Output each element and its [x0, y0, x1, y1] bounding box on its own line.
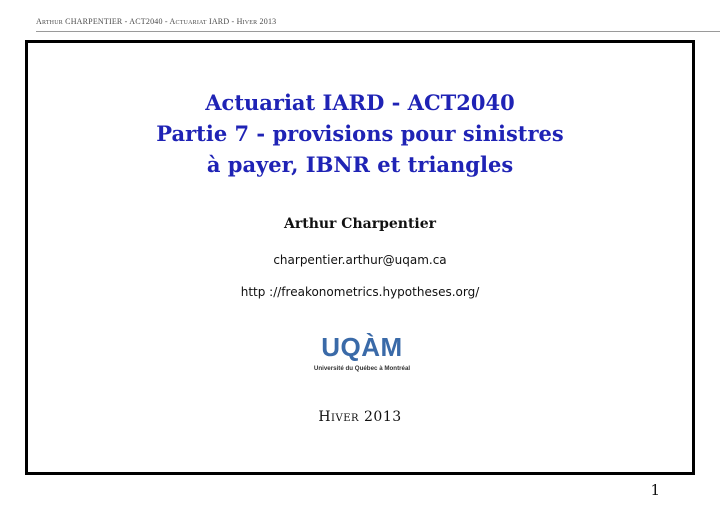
author-url: http ://freakonometrics.hypotheses.org/	[240, 285, 480, 299]
uqam-logo	[308, 329, 416, 373]
header-rule	[36, 31, 720, 32]
title-line-2: Partie 7 - provisions pour sinistres	[156, 121, 564, 146]
presentation-date: Hiver 2013	[318, 409, 402, 425]
title-line-3: à payer, IBNR et triangles	[206, 152, 514, 177]
author-email: charpentier.arthur@uqam.ca	[273, 253, 447, 267]
slide-title	[28, 87, 692, 180]
author-name: Arthur Charpentier	[283, 216, 437, 232]
running-header: Arthur CHARPENTIER - ACT2040 - Actuariat IARD - Hiver 2013	[36, 17, 277, 26]
page-number: 1	[650, 481, 660, 499]
title-frame	[25, 40, 695, 475]
title-line-1: Actuariat IARD - ACT2040	[205, 90, 515, 115]
logo-subtitle: Université du Québec à Montréal	[313, 365, 411, 372]
logo-wordmark: UQÀM	[321, 332, 403, 362]
